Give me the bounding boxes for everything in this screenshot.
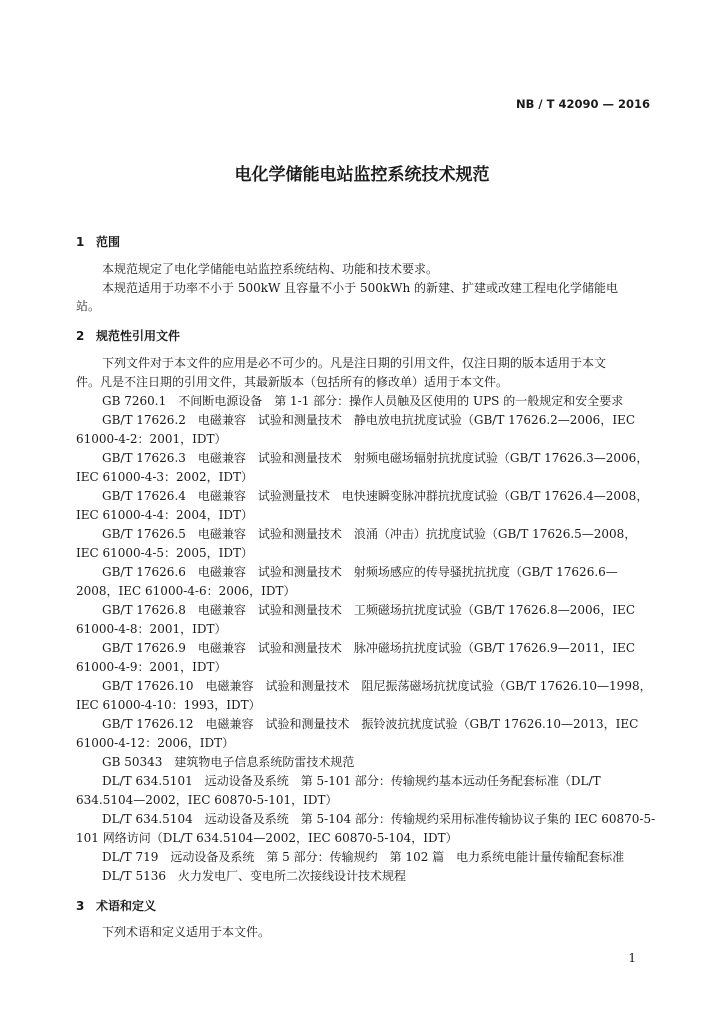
- reference-line: GB/T 17626.6 电磁兼容 试验和测量技术 射频场感应的传导骚扰抗扰度（GB/T 17626.6—: [102, 565, 618, 579]
- paragraph-line: 本规范规定了电化学储能电站监控系统结构、功能和技术要求。: [102, 262, 439, 276]
- section-title: 范围: [96, 235, 121, 249]
- section-heading: [76, 233, 120, 250]
- section-heading: [76, 327, 180, 344]
- reference-line: 634.5104—2002，IEC 60870-5-101，IDT）: [76, 793, 338, 807]
- reference-line: IEC 61000-4-10：1993，IDT）: [76, 698, 261, 712]
- reference-line: GB/T 17626.10 电磁兼容 试验和测量技术 阻尼振荡磁场抗扰度试验（GB/T 17626.10—1998，: [102, 679, 652, 693]
- reference-line: DL/T 5136 火力发电厂、变电所二次接线设计技术规程: [102, 869, 406, 883]
- reference-line: GB/T 17626.12 电磁兼容 试验和测量技术 振铃波抗扰度试验（GB/T 17626.10—2013，IEC: [102, 717, 639, 731]
- reference-line: GB/T 17626.3 电磁兼容 试验和测量技术 射频电磁场辐射抗扰度试验（GB/T 17626.3—2006，: [102, 451, 649, 465]
- reference-line: IEC 61000-4-3：2002，IDT）: [76, 470, 253, 484]
- page-title: 电化学储能电站监控系统技术规范: [234, 165, 490, 185]
- section-title: 规范性引用文件: [96, 329, 181, 343]
- reference-line: 61000-4-12：2006，IDT）: [76, 736, 235, 750]
- reference-line: GB/T 17626.4 电磁兼容 试验测量技术 电快速瞬变脉冲群抗扰度试验（GB/T 17626.4—2008，: [102, 489, 649, 503]
- reference-line: GB 50343 建筑物电子信息系统防雷技术规范: [102, 755, 355, 769]
- reference-line: GB/T 17626.8 电磁兼容 试验和测量技术 工频磁场抗扰度试验（GB/T 17626.8—2006，IEC: [102, 603, 636, 617]
- section-number: 2: [76, 329, 85, 343]
- paragraph-line: 下列文件对于本文件的应用是必不可少的。凡是注日期的引用文件，仅注日期的版本适用于本文: [102, 356, 607, 370]
- paragraph-line: 站。: [76, 299, 101, 313]
- reference-line: GB/T 17626.5 电磁兼容 试验和测量技术 浪涌（冲击）抗扰度试验（GB/T 17626.5—2008，: [102, 527, 637, 541]
- section-number: 3: [76, 899, 85, 913]
- reference-line: 2008，IEC 61000-4-6：2006，IDT）: [76, 584, 296, 598]
- page-number: 1: [628, 951, 636, 965]
- paragraph-line: 本规范适用于功率不小于 500kW 且容量不小于 500kWh 的新建、扩建或改建工程电化学储能电: [102, 281, 619, 295]
- reference-line: DL/T 634.5101 远动设备及系统 第 5-101 部分：传输规约基本远动任务配套标准（DL/T: [102, 774, 601, 788]
- reference-line: 101 网络访问（DL/T 634.5104—2002，IEC 60870-5-104，IDT）: [76, 831, 458, 845]
- reference-line: GB/T 17626.2 电磁兼容 试验和测量技术 静电放电抗扰度试验（GB/T 17626.2—2006，IEC: [102, 413, 636, 427]
- section-title: 术语和定义: [96, 899, 157, 913]
- reference-line: 61000-4-2：2001，IDT）: [76, 432, 227, 446]
- document-number: NB / T 42090 — 2016: [516, 97, 650, 111]
- paragraph-line: 件。凡是不注日期的引用文件，其最新版本（包括所有的修改单）适用于本文件。: [76, 375, 509, 389]
- reference-line: IEC 61000-4-4：2004，IDT）: [76, 508, 253, 522]
- reference-line: 61000-4-8：2001，IDT）: [76, 622, 227, 636]
- paragraph-line: 下列术语和定义适用于本文件。: [102, 925, 271, 939]
- section-number: 1: [76, 235, 85, 249]
- reference-line: GB 7260.1 不间断电源设备 第 1-1 部分：操作人员触及区使用的 UPS 的一般规定和安全要求: [102, 394, 624, 408]
- reference-line: DL/T 719 远动设备及系统 第 5 部分：传输规约 第 102 篇 电力系统电能计量传输配套标准: [102, 850, 625, 864]
- reference-line: DL/T 634.5104 远动设备及系统 第 5-104 部分：传输规约采用标准传输协议子集的 IEC 60870-5-: [102, 812, 656, 826]
- reference-line: 61000-4-9：2001，IDT）: [76, 660, 227, 674]
- section-heading: [76, 897, 156, 914]
- reference-line: IEC 61000-4-5：2005，IDT）: [76, 546, 253, 560]
- reference-line: GB/T 17626.9 电磁兼容 试验和测量技术 脉冲磁场抗扰度试验（GB/T 17626.9—2011，IEC: [102, 641, 636, 655]
